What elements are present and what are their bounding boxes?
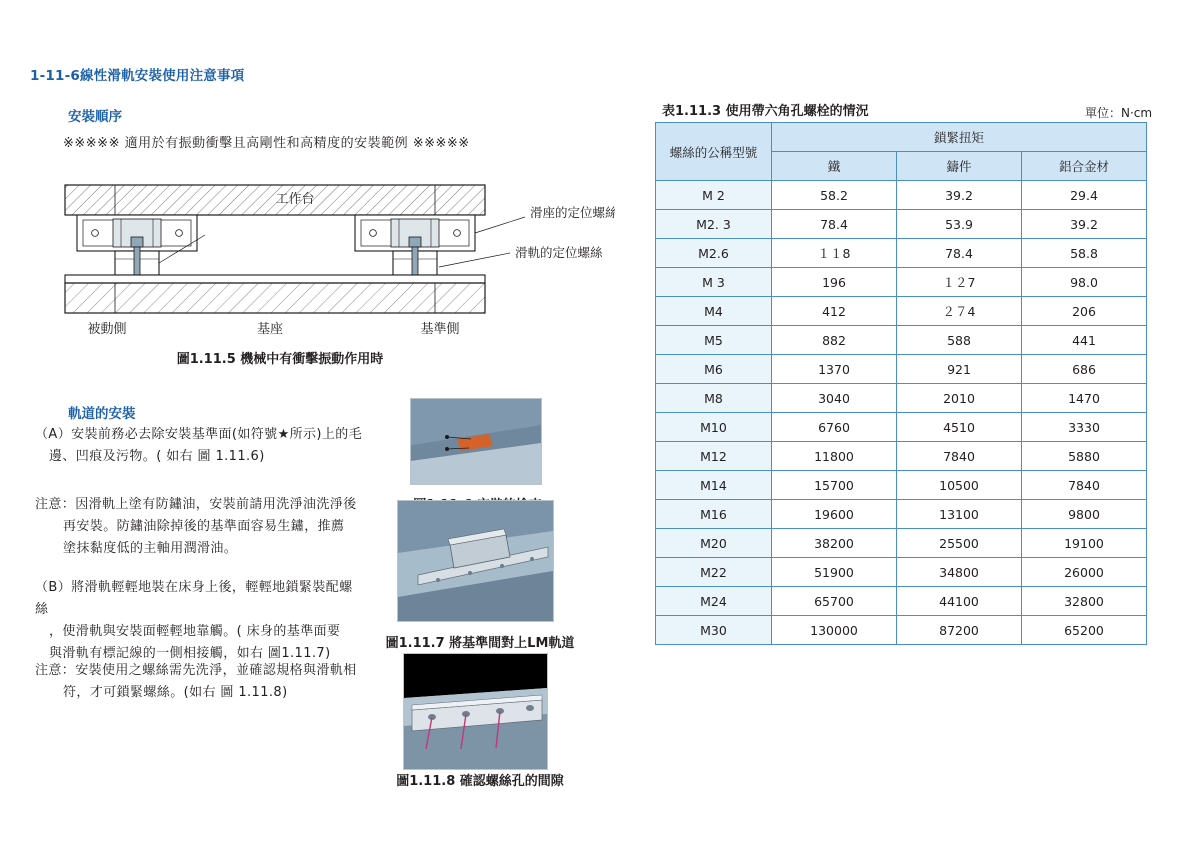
cell-torque-steel: 15700 — [771, 471, 896, 500]
cell-torque-steel: 412 — [771, 297, 896, 326]
svg-text:工作台: 工作台 — [275, 192, 315, 207]
table-row — [656, 239, 1147, 268]
note-2-line1: 注意：安裝使用之螺絲需先洗淨，並確認規格與滑軌相 — [35, 663, 357, 678]
table-row — [656, 500, 1147, 529]
table-row — [656, 384, 1147, 413]
paragraph-a-line2: 邊、凹痕及污物。( 如右 圖 1.11.6) — [49, 449, 265, 464]
section-heading-rail-install: 軌道的安裝 — [68, 406, 136, 422]
cell-torque-aluminium: 29.4 — [1022, 181, 1147, 210]
photo-installation-inspection — [410, 398, 542, 485]
cell-screw-size: M16 — [656, 500, 772, 529]
table-col-header-steel: 鐵 — [771, 152, 896, 181]
cell-torque-cast-iron: 25500 — [897, 529, 1022, 558]
cell-torque-aluminium: 58.8 — [1022, 239, 1147, 268]
tightening-torque-table — [655, 122, 1147, 645]
cell-screw-size: M 2 — [656, 181, 772, 210]
figure-caption-1-11-8: 圖1.11.8 確認螺絲孔的間隙 — [396, 774, 564, 789]
cell-torque-cast-iron: 53.9 — [897, 210, 1022, 239]
note-2-line2: 符，才可鎖緊螺絲。(如右 圖 1.11.8) — [63, 685, 288, 700]
cell-torque-steel: 6760 — [771, 413, 896, 442]
cell-torque-aluminium: 26000 — [1022, 558, 1147, 587]
table-col-header-screw-size: 螺絲的公稱型號 — [656, 123, 772, 181]
cell-screw-size: M2.6 — [656, 239, 772, 268]
cell-screw-size: M22 — [656, 558, 772, 587]
table-row — [656, 616, 1147, 645]
figure-caption-1-11-7: 圖1.11.7 將基準間對上LM軌道 — [385, 636, 575, 651]
svg-text:基準側: 基準側 — [420, 322, 460, 337]
cell-screw-size: M8 — [656, 384, 772, 413]
cell-torque-aluminium: 206 — [1022, 297, 1147, 326]
cell-torque-cast-iron: １２7 — [897, 268, 1022, 297]
table-row — [656, 181, 1147, 210]
table-row — [656, 442, 1147, 471]
cell-screw-size: M20 — [656, 529, 772, 558]
table-col-header-cast-iron: 鑄件 — [897, 152, 1022, 181]
assembly-cross-section-drawing — [55, 175, 615, 375]
table-group-header-torque: 鎖緊扭矩 — [771, 123, 1146, 152]
cell-torque-steel: 58.2 — [771, 181, 896, 210]
cell-torque-aluminium: 19100 — [1022, 529, 1147, 558]
svg-text:滑座的定位螺絲: 滑座的定位螺絲 — [530, 205, 615, 220]
cell-torque-steel: 38200 — [771, 529, 896, 558]
cell-screw-size: M2. 3 — [656, 210, 772, 239]
cell-torque-cast-iron: 87200 — [897, 616, 1022, 645]
paragraph-b-line1: （B）將滑軌輕輕地裝在床身上後，輕輕地鎖緊裝配螺絲 — [35, 580, 353, 617]
table-row — [656, 210, 1147, 239]
cell-torque-cast-iron: ２７4 — [897, 297, 1022, 326]
paragraph-a — [35, 424, 365, 468]
cell-torque-aluminium: 32800 — [1022, 587, 1147, 616]
cell-torque-steel: 130000 — [771, 616, 896, 645]
cell-torque-cast-iron: 78.4 — [897, 239, 1022, 268]
cell-screw-size: M6 — [656, 355, 772, 384]
cell-torque-steel: 51900 — [771, 558, 896, 587]
cell-torque-aluminium: 9800 — [1022, 500, 1147, 529]
note-1-line1: 注意：因滑軌上塗有防鏽油，安裝前請用洗淨油洗淨後 — [35, 497, 357, 512]
cell-torque-cast-iron: 13100 — [897, 500, 1022, 529]
note-1 — [35, 494, 365, 560]
photo-screw-hole-clearance — [403, 653, 548, 770]
cell-torque-cast-iron: 921 — [897, 355, 1022, 384]
cell-torque-cast-iron: 7840 — [897, 442, 1022, 471]
cell-torque-aluminium: 65200 — [1022, 616, 1147, 645]
figure-caption-1-11-5: 圖1.11.5 機械中有衝擊振動作用時 — [176, 352, 384, 367]
cell-screw-size: M14 — [656, 471, 772, 500]
page-title: 1-11-6線性滑軌安裝使用注意事項 — [30, 68, 245, 84]
paragraph-b-line3: 與滑軌有標記線的一側相接觸，如右 圖1.11.7) — [49, 646, 331, 661]
cell-torque-cast-iron: 588 — [897, 326, 1022, 355]
cell-screw-size: M10 — [656, 413, 772, 442]
table-title: 表1.11.3 使用帶六角孔螺栓的情況 — [662, 104, 869, 119]
cell-screw-size: M 3 — [656, 268, 772, 297]
svg-text:被動側: 被動側 — [87, 322, 127, 337]
table-row — [656, 413, 1147, 442]
cell-torque-cast-iron: 34800 — [897, 558, 1022, 587]
cell-torque-aluminium: 441 — [1022, 326, 1147, 355]
svg-text:滑軌的定位螺絲: 滑軌的定位螺絲 — [515, 245, 603, 260]
cell-torque-cast-iron: 39.2 — [897, 181, 1022, 210]
cell-torque-aluminium: 98.0 — [1022, 268, 1147, 297]
cell-torque-steel: 1370 — [771, 355, 896, 384]
cell-torque-steel: 65700 — [771, 587, 896, 616]
cell-torque-steel: 882 — [771, 326, 896, 355]
table-row — [656, 558, 1147, 587]
cell-screw-size: M24 — [656, 587, 772, 616]
table-header-row-group — [656, 123, 1147, 152]
cell-screw-size: M12 — [656, 442, 772, 471]
table-row — [656, 587, 1147, 616]
table-row — [656, 268, 1147, 297]
paragraph-a-line1: （A）安裝前務必去除安裝基準面(如符號★所示)上的毛 — [35, 427, 363, 442]
cell-torque-steel: １１8 — [771, 239, 896, 268]
cell-torque-steel: 3040 — [771, 384, 896, 413]
table-unit-label: 單位：N·cm — [1085, 106, 1153, 120]
table-col-header-aluminium: 鋁合金材 — [1022, 152, 1147, 181]
table-row — [656, 355, 1147, 384]
note-1-line2: 再安裝。防鏽油除掉後的基準面容易生鏽，推薦 — [63, 519, 345, 534]
section-heading-install-order: 安裝順序 — [68, 109, 122, 125]
cell-torque-aluminium: 1470 — [1022, 384, 1147, 413]
cell-torque-aluminium: 39.2 — [1022, 210, 1147, 239]
table-row — [656, 529, 1147, 558]
cell-torque-aluminium: 7840 — [1022, 471, 1147, 500]
cell-torque-cast-iron: 4510 — [897, 413, 1022, 442]
cell-torque-steel: 196 — [771, 268, 896, 297]
photo-rail-alignment — [397, 500, 554, 622]
cell-torque-cast-iron: 10500 — [897, 471, 1022, 500]
paragraph-b-line2: ，使滑軌與安裝面輕輕地靠觸。( 床身的基準面要 — [49, 624, 341, 639]
table-row — [656, 471, 1147, 500]
cell-torque-cast-iron: 2010 — [897, 384, 1022, 413]
svg-text:基座: 基座 — [256, 322, 284, 337]
cell-torque-aluminium: 3330 — [1022, 413, 1147, 442]
applicability-note: ※※※※※ 適用於有振動衝擊且高剛性和高精度的安裝範例 ※※※※※ — [63, 136, 470, 151]
cell-torque-aluminium: 5880 — [1022, 442, 1147, 471]
note-2 — [35, 660, 365, 704]
table-row — [656, 326, 1147, 355]
cell-torque-steel: 11800 — [771, 442, 896, 471]
cell-screw-size: M4 — [656, 297, 772, 326]
cell-torque-aluminium: 686 — [1022, 355, 1147, 384]
cell-screw-size: M30 — [656, 616, 772, 645]
cell-torque-steel: 19600 — [771, 500, 896, 529]
cell-torque-steel: 78.4 — [771, 210, 896, 239]
paragraph-b — [35, 577, 365, 665]
cell-torque-cast-iron: 44100 — [897, 587, 1022, 616]
cell-screw-size: M5 — [656, 326, 772, 355]
table-row — [656, 297, 1147, 326]
note-1-line3: 塗抹黏度低的主軸用潤滑油。 — [63, 541, 238, 556]
